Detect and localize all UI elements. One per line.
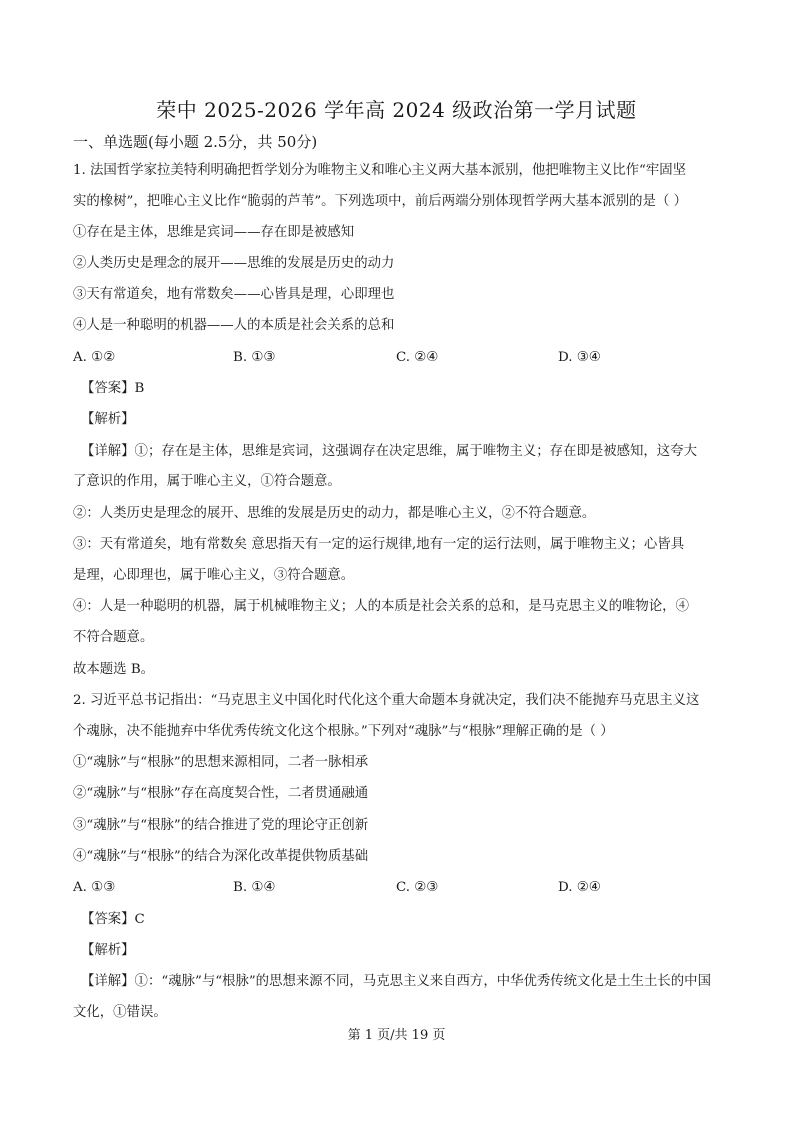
q1-stem-line2: 实的橡树”，把唯心主义比作“脆弱的芦苇”。下列选项中，前后两端分别体现哲学两大基本派别的是（ ）: [73, 194, 687, 209]
q2-option-a: A. ①③: [73, 880, 116, 895]
q2-option-b: B. ①④: [233, 880, 276, 895]
q1-analysis-label: 【解析】: [81, 412, 135, 427]
q2-detail-line1: 【详解】①：“魂脉”与“根脉”的思想来源不同，马克思主义来自西方，中华优秀传统文化是土生土长的中国: [81, 974, 711, 989]
q2-stem-line2: 个魂脉，决不能抛弃中华优秀传统文化这个根脉。”下列对“魂脉”与“根脉”理解正确的是（ ）: [73, 724, 614, 739]
page-footer: 第 1 页/共 19 页: [347, 1028, 446, 1043]
q1-item-3: ③天有常道矣，地有常数矣——心皆具是理，心即理也: [73, 287, 395, 302]
q2-detail-line2: 文化，①错误。: [73, 1005, 167, 1020]
q1-detail-line3: ②：人类历史是理念的展开、思维的发展是历史的动力，都是唯心主义，②不符合题意。: [73, 506, 596, 521]
q1-detail-line8: 故本题选 B。: [73, 662, 155, 677]
q2-item-4: ④“魂脉”与“根脉”的结合为深化改革提供物质基础: [73, 849, 369, 864]
q1-detail-line2: 了意识的作用，属于唯心主义，①符合题意。: [73, 474, 341, 489]
q1-answer: 【答案】B: [81, 381, 145, 396]
q1-item-2: ②人类历史是理念的展开——思维的发展是历史的动力: [73, 256, 395, 271]
q2-answer: 【答案】C: [81, 912, 145, 927]
q2-option-d: D. ②④: [558, 880, 601, 895]
q1-option-c: C. ②④: [396, 350, 439, 365]
q1-option-d: D. ③④: [558, 350, 601, 365]
section-heading: 一、单选题(每小题 2.5分，共 50分): [73, 133, 318, 151]
q1-item-1: ①存在是主体，思维是宾词——存在即是被感知: [73, 225, 355, 240]
q2-item-1: ①“魂脉”与“根脉”的思想来源相同，二者一脉相承: [73, 755, 369, 770]
q1-detail-line4: ③：天有常道矣，地有常数矣 意思指天有一定的运行规律,地有一定的运行法则，属于唯物主义；心皆具: [73, 537, 685, 552]
q1-item-4: ④人是一种聪明的机器——人的本质是社会关系的总和: [73, 318, 395, 333]
q1-stem-line1: 1. 法国哲学家拉美特利明确把哲学划分为唯物主义和唯心主义两大基本派别，他把唯物主义比作“牢固坚: [73, 163, 687, 178]
q1-detail-line5: 是理，心即理也，属于唯心主义，③符合题意。: [73, 568, 355, 583]
q1-detail-line7: 不符合题意。: [73, 630, 154, 645]
q1-detail-line1: 【详解】①；存在是主体，思维是宾词，这强调存在决定思维，属于唯物主义；存在即是被感知，这夸大: [81, 444, 697, 459]
q1-detail-line6: ④：人是一种聪明的机器，属于机械唯物主义；人的本质是社会关系的总和，是马克思主义的唯物论，④: [73, 599, 689, 614]
q2-stem-line1: 2. 习近平总书记指出：“马克思主义中国化时代化这个重大命题本身就决定，我们决不能抛弃马克思主义这: [73, 693, 700, 708]
q1-option-a: A. ①②: [73, 350, 116, 365]
page-title: 荣中 2025-2026 学年高 2024 级政治第一学月试题: [156, 98, 637, 122]
q2-item-2: ②“魂脉”与“根脉”存在高度契合性，二者贯通融通: [73, 786, 369, 801]
q2-analysis-label: 【解析】: [81, 943, 135, 958]
q1-option-b: B. ①③: [233, 350, 276, 365]
q2-option-c: C. ②③: [396, 880, 439, 895]
q2-item-3: ③“魂脉”与“根脉”的结合推进了党的理论守正创新: [73, 818, 369, 833]
